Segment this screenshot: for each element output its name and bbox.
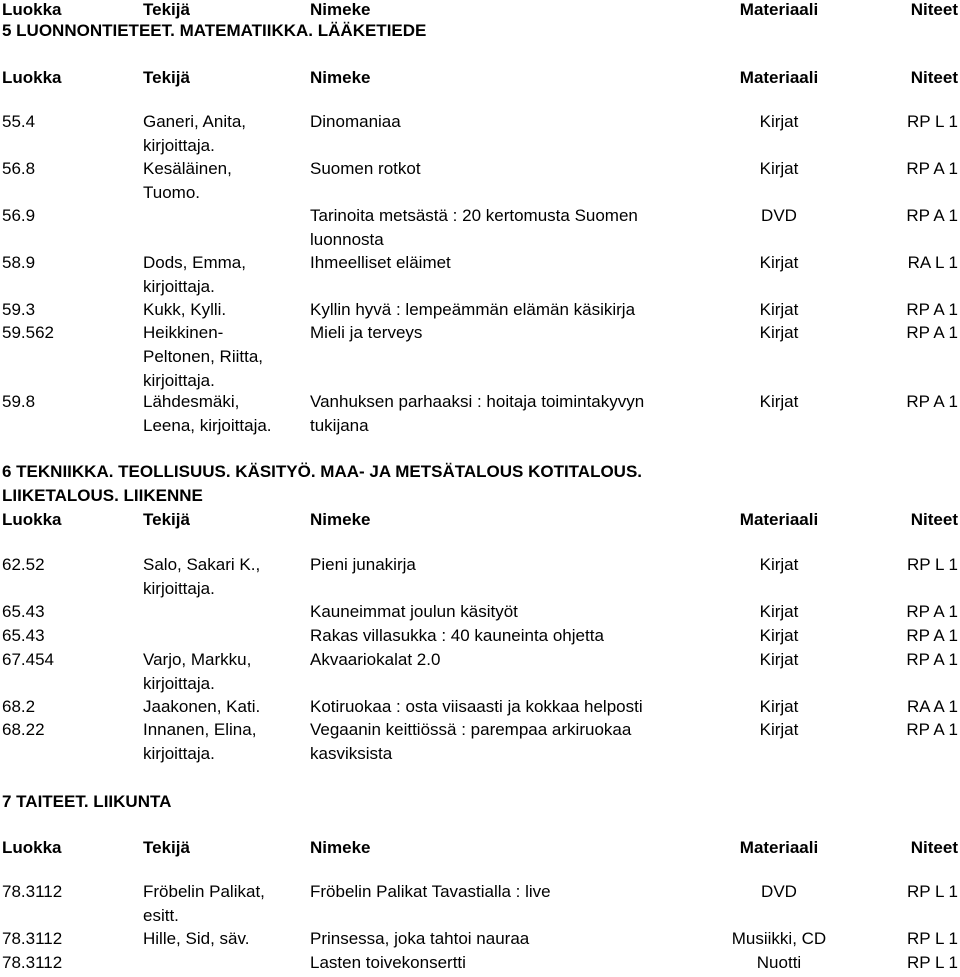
- niteet-cell: RP A 1: [906, 392, 958, 411]
- tekija-cell: kirjoittaja.: [143, 674, 215, 693]
- tekija-cell: kirjoittaja.: [143, 136, 215, 155]
- nimeke-cell: Dinomaniaa: [310, 112, 401, 131]
- section-heading-6-line1: 6 TEKNIIKKA. TEOLLISUUS. KÄSITYÖ. MAA- JA METSÄTALOUS KOTITALOUS.: [2, 462, 643, 481]
- table-row-line: [0, 159, 960, 183]
- niteet-cell: RP A 1: [906, 300, 958, 319]
- tekija-cell: Innanen, Elina,: [143, 720, 257, 739]
- luokka-cell: 62.52: [2, 555, 45, 574]
- niteet-cell: RP A 1: [906, 626, 958, 645]
- table-row-line: [0, 206, 960, 230]
- header-nimeke: Nimeke: [310, 68, 371, 87]
- table-row-line: [0, 697, 960, 721]
- luokka-cell: 67.454: [2, 650, 54, 669]
- materiaali-cell: Kirjat: [759, 650, 799, 669]
- niteet-cell: RP A 1: [906, 206, 958, 225]
- table-row-line: [0, 579, 960, 603]
- nimeke-cell: Pieni junakirja: [310, 555, 416, 574]
- table-row-line: [0, 650, 960, 674]
- nimeke-cell: Ihmeelliset eläimet: [310, 253, 451, 272]
- header-tekija: Tekijä: [143, 838, 190, 857]
- tekija-cell: Kukk, Kylli.: [143, 300, 227, 319]
- table-row-line: [0, 277, 960, 301]
- table-row-line: [0, 953, 960, 977]
- tekija-cell: kirjoittaja.: [143, 371, 215, 390]
- nimeke-cell: Kyllin hyvä : lempeämmän elämän käsikirja: [310, 300, 636, 319]
- materiaali-cell: Kirjat: [759, 323, 799, 342]
- header-niteet: Niteet: [910, 838, 958, 857]
- materiaali-cell: Kirjat: [759, 602, 799, 621]
- tekija-cell: kirjoittaja.: [143, 277, 215, 296]
- header-materiaali: Materiaali: [739, 68, 819, 87]
- header-luokka: Luokka: [2, 838, 62, 857]
- materiaali-cell: Kirjat: [759, 392, 799, 411]
- nimeke-cell: Fröbelin Palikat Tavastialla : live: [310, 882, 551, 901]
- tekija-cell: Dods, Emma,: [143, 253, 246, 272]
- niteet-cell: RP A 1: [906, 323, 958, 342]
- header-materiaali: Materiaali: [739, 838, 819, 857]
- table-row-line: [0, 136, 960, 160]
- tekija-cell: kirjoittaja.: [143, 579, 215, 598]
- table-header: [0, 838, 960, 862]
- table-row-line: [0, 183, 960, 207]
- luokka-cell: 59.3: [2, 300, 36, 319]
- tekija-cell: Peltonen, Riitta,: [143, 347, 264, 366]
- tekija-cell: esitt.: [143, 906, 179, 925]
- header-nimeke: Nimeke: [310, 510, 371, 529]
- nimeke-cell: Vegaanin keittiössä : parempaa arkiruokaa: [310, 720, 632, 739]
- materiaali-cell: Kirjat: [759, 253, 799, 272]
- tekija-cell: Heikkinen-: [143, 323, 224, 342]
- luokka-cell: 56.8: [2, 159, 36, 178]
- nimeke-cell: Kotiruokaa : osta viisaasti ja kokkaa helposti: [310, 697, 643, 716]
- header-luokka: Luokka: [2, 510, 62, 529]
- header-nimeke: Nimeke: [310, 838, 371, 857]
- niteet-cell: RA A 1: [906, 697, 958, 716]
- luokka-cell: 65.43: [2, 626, 45, 645]
- tekija-cell: Hille, Sid, säv.: [143, 929, 250, 948]
- nimeke-cell: Mieli ja terveys: [310, 323, 423, 342]
- header-materiaali: Materiaali: [739, 510, 819, 529]
- tekija-cell: Tuomo.: [143, 183, 201, 202]
- niteet-cell: RA L 1: [907, 253, 958, 272]
- section-heading-6-line2: LIIKETALOUS. LIIKENNE: [2, 486, 203, 505]
- table-row-line: [0, 555, 960, 579]
- tekija-cell: Kesäläinen,: [143, 159, 232, 178]
- tekija-cell: Ganeri, Anita,: [143, 112, 247, 131]
- niteet-cell: RP A 1: [906, 650, 958, 669]
- luokka-cell: 78.3112: [2, 882, 63, 901]
- nimeke-cell: Suomen rotkot: [310, 159, 421, 178]
- materiaali-cell: Musiikki, CD: [731, 929, 827, 948]
- table-header: [0, 510, 960, 534]
- tekija-cell: Lähdesmäki,: [143, 392, 240, 411]
- table-row-line: [0, 626, 960, 650]
- luokka-cell: 56.9: [2, 206, 36, 225]
- nimeke-cell: Prinsessa, joka tahtoi nauraa: [310, 929, 530, 948]
- luokka-cell: 58.9: [2, 253, 36, 272]
- niteet-cell: RP L 1: [906, 929, 958, 948]
- tekija-cell: Varjo, Markku,: [143, 650, 252, 669]
- luokka-cell: 59.8: [2, 392, 36, 411]
- luokka-cell: 55.4: [2, 112, 36, 131]
- luokka-cell: 68.22: [2, 720, 45, 739]
- section-heading-6: [2, 462, 642, 506]
- materiaali-cell: Kirjat: [759, 626, 799, 645]
- header-tekija: Tekijä: [143, 510, 190, 529]
- table-row-line: [0, 112, 960, 136]
- materiaali-cell: DVD: [761, 206, 797, 225]
- header-tekija: Tekijä: [143, 68, 190, 87]
- header-niteet: Niteet: [910, 510, 958, 529]
- materiaali-cell: Kirjat: [759, 720, 799, 739]
- niteet-cell: RP A 1: [906, 720, 958, 739]
- table-row-line: [0, 720, 960, 744]
- materiaali-cell: Nuotti: [756, 953, 802, 972]
- luokka-cell: 78.3112: [2, 929, 63, 948]
- nimeke-cell: tukijana: [310, 416, 369, 435]
- header-niteet: Niteet: [910, 68, 958, 87]
- luokka-cell: 65.43: [2, 602, 45, 621]
- table-row-line: [0, 674, 960, 698]
- table-row-line: [0, 744, 960, 768]
- materiaali-cell: Kirjat: [759, 555, 799, 574]
- tekija-cell: Leena, kirjoittaja.: [143, 416, 272, 435]
- luokka-cell: 68.2: [2, 697, 36, 716]
- header-tekija: Tekijä: [143, 0, 190, 19]
- materiaali-cell: Kirjat: [759, 300, 799, 319]
- nimeke-cell: Tarinoita metsästä : 20 kertomusta Suomen: [310, 206, 638, 225]
- nimeke-cell: Rakas villasukka : 40 kauneinta ohjetta: [310, 626, 604, 645]
- header-nimeke: Nimeke: [310, 0, 371, 19]
- tekija-cell: Fröbelin Palikat,: [143, 882, 265, 901]
- materiaali-cell: Kirjat: [759, 159, 799, 178]
- niteet-cell: RP L 1: [906, 555, 958, 574]
- tekija-cell: Salo, Sakari K.,: [143, 555, 261, 574]
- table-row-line: [0, 906, 960, 930]
- section-heading-7: 7 TAITEET. LIIKUNTA: [2, 792, 172, 811]
- niteet-cell: RP L 1: [906, 112, 958, 131]
- tekija-cell: kirjoittaja.: [143, 744, 215, 763]
- table-row-line: [0, 323, 960, 347]
- header-materiaali: Materiaali: [739, 0, 819, 19]
- nimeke-cell: kasviksista: [310, 744, 393, 763]
- table-row-line: [0, 392, 960, 416]
- luokka-cell: 59.562: [2, 323, 54, 342]
- niteet-cell: RP L 1: [906, 882, 958, 901]
- table-row-line: [0, 602, 960, 626]
- nimeke-cell: luonnosta: [310, 230, 384, 249]
- niteet-cell: RP L 1: [906, 953, 958, 972]
- table-row-line: [0, 347, 960, 371]
- materiaali-cell: Kirjat: [759, 697, 799, 716]
- nimeke-cell: Kauneimmat joulun käsityöt: [310, 602, 518, 621]
- table-row-line: [0, 300, 960, 324]
- nimeke-cell: Akvaariokalat 2.0: [310, 650, 441, 669]
- header-luokka: Luokka: [2, 0, 62, 19]
- nimeke-cell: Lasten toivekonsertti: [310, 953, 466, 972]
- niteet-cell: RP A 1: [906, 159, 958, 178]
- section-heading-5: 5 LUONNONTIETEET. MATEMATIIKKA. LÄÄKETIEDE: [2, 21, 427, 40]
- materiaali-cell: Kirjat: [759, 112, 799, 131]
- table-row-line: [0, 230, 960, 254]
- table-row-line: [0, 882, 960, 906]
- luokka-cell: 78.3112: [2, 953, 63, 972]
- table-row-line: [0, 929, 960, 953]
- niteet-cell: RP A 1: [906, 602, 958, 621]
- nimeke-cell: Vanhuksen parhaaksi : hoitaja toimintakyvyn: [310, 392, 645, 411]
- header-niteet: Niteet: [910, 0, 958, 19]
- tekija-cell: Jaakonen, Kati.: [143, 697, 261, 716]
- table-row-line: [0, 253, 960, 277]
- table-row-line: [0, 416, 960, 440]
- header-luokka: Luokka: [2, 68, 62, 87]
- materiaali-cell: DVD: [761, 882, 797, 901]
- table-header: [0, 68, 960, 92]
